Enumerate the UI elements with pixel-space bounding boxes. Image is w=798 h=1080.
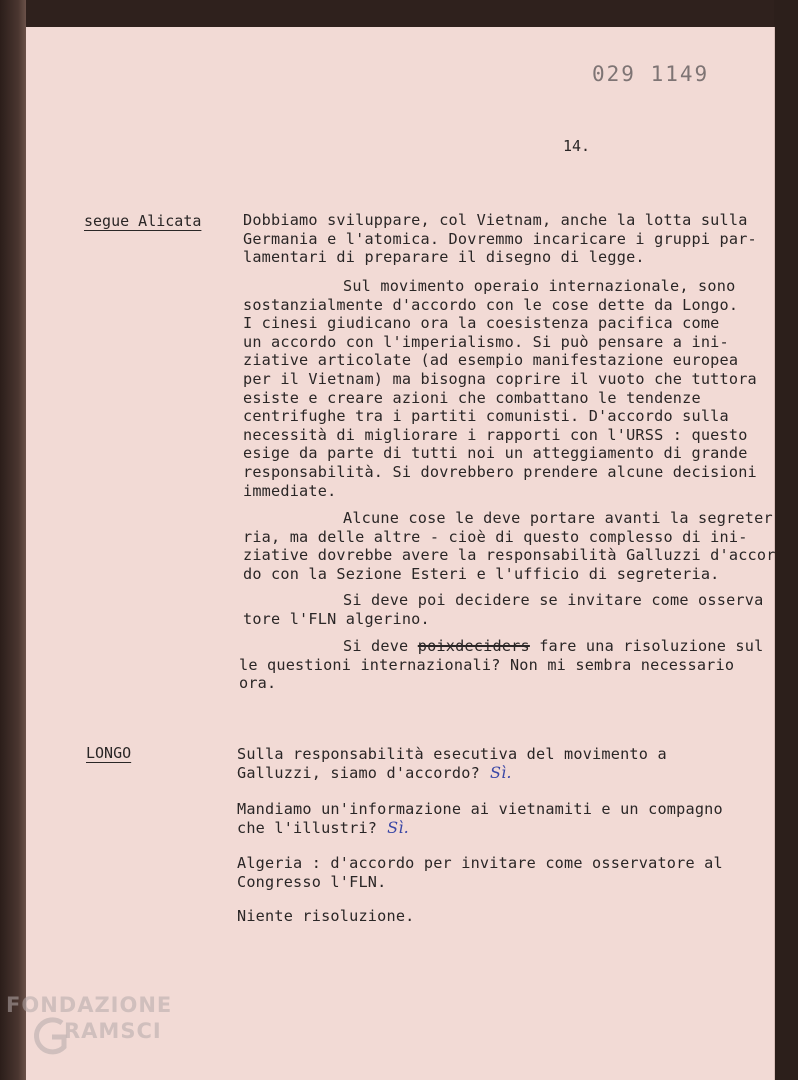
text-line: esiste e creare azioni che combattano le tendenze (243, 388, 701, 407)
text-fragment: che l'illustri? (237, 818, 378, 837)
text-line: Congresso l'FLN. (237, 872, 387, 891)
handwritten-answer: Sì. (489, 762, 512, 782)
scan-left-edge (0, 0, 26, 1080)
text-line: Alcune cose le deve portare avanti la segreter (343, 509, 773, 527)
text-line: I cinesi giudicano ora la coesistenza pacifica come (243, 314, 720, 333)
watermark-line-2: RAMSCI (64, 1019, 162, 1043)
fondazione-gramsci-watermark (6, 993, 206, 1073)
text-line: immediate. (243, 481, 337, 500)
speaker-longo: LONGO (86, 744, 132, 762)
text-line: esige da parte di tutti noi un atteggiamento di grande (243, 444, 748, 463)
longo-item-4: Niente risoluzione. (237, 907, 415, 925)
text-line: ora. (239, 674, 277, 693)
text-line: un accordo con l'imperialismo. Si può pensare a ini- (243, 332, 729, 351)
text-line: lamentari di preparare il disegno di legge. (243, 248, 645, 267)
text-line (237, 764, 512, 783)
struck-out-text: poixdeciders (417, 637, 530, 655)
text-line: Mandiamo un'informazione ai vietnamiti e un compagno (237, 800, 723, 818)
text-line: ria, ma delle altre - cioè di questo complesso di ini- (243, 527, 748, 546)
handwritten-answer: Sì. (387, 817, 409, 837)
text-line: Si deve poi decidere se invitare come osserva (343, 591, 764, 609)
text-fragment: Si deve (343, 637, 418, 655)
text-line: Sul movimento operaio internazionale, sono (343, 277, 736, 295)
text-line: ziative articolate (ad esempio manifestazione europea (243, 351, 739, 370)
text-fragment: Galluzzi, siamo d'accordo? (237, 763, 480, 782)
text-line: Dobbiamo sviluppare, col Vietnam, anche la lotta sulla (243, 211, 748, 229)
text-line: Algeria : d'accordo per invitare come osservatore al (237, 854, 723, 872)
text-line: le questioni internazionali? Non mi sembra necessario (239, 655, 735, 674)
text-line: Sulla responsabilità esecutiva del movimento a (237, 745, 667, 763)
text-line: centrifughe tra i partiti comunisti. D'accordo sulla (243, 407, 729, 426)
scan-right-edge (774, 0, 798, 1080)
text-line: sostanzialmente d'accordo con le cose dette da Longo. (243, 295, 739, 314)
page-number: 14. (563, 137, 591, 155)
text-line: do con la Sezione Esteri e l'ufficio di segreteria. (243, 564, 720, 583)
text-fragment: fare una risoluzione sul (529, 637, 764, 655)
text-line: per il Vietnam) ma bisogna coprire il vuoto che tuttora (243, 370, 757, 388)
text-line: necessità di migliorare i rapporti con l'URSS : questo (243, 425, 748, 444)
text-line: ziative dovrebbe avere la responsabilità Galluzzi d'accor (243, 546, 776, 565)
text-line (343, 637, 763, 656)
speaker-alicata: segue Alicata (84, 212, 202, 230)
document-number: 029 1149 (592, 62, 710, 86)
text-line: Germania e l'atomica. Dovremmo incaricare i gruppi par- (243, 229, 757, 248)
text-line: responsabilità. Si dovrebbero prendere alcune decisioni (243, 463, 757, 481)
scan-top-edge (26, 0, 774, 27)
text-line (237, 819, 409, 838)
text-line: tore l'FLN algerino. (243, 609, 430, 628)
watermark-line-1: FONDAZIONE (6, 993, 173, 1017)
